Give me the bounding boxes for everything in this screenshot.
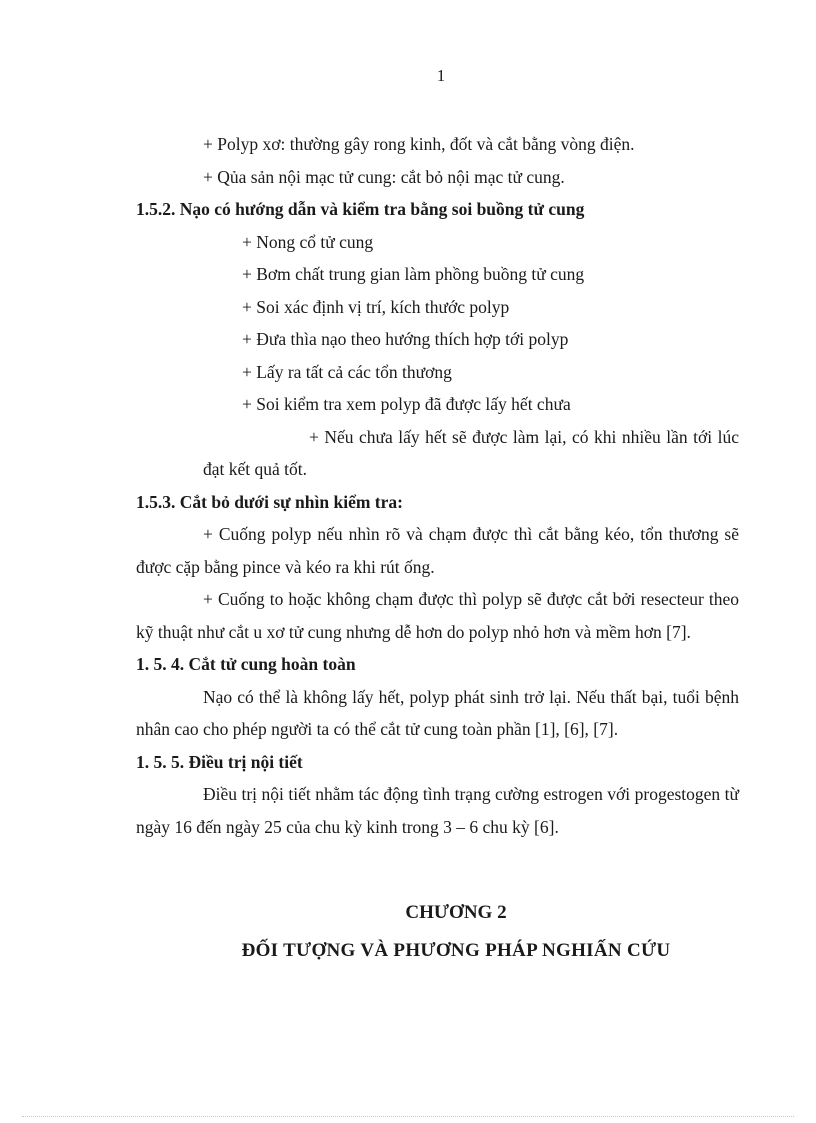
paragraph-endocrine-therapy: Điều trị nội tiết nhằm tác động tình trạng cường estrogen với progestogen từ ngày 16 đến ngày 25 của chu kỳ kinh trong 3 – 6 chu kỳ [6]. <box>136 784 739 837</box>
step-locate-polyp: + Soi xác định vị trí, kích thước polyp <box>242 296 510 317</box>
bullet-endometrial-hyperplasia: + Qủa sản nội mạc tử cung: cắt bỏ nội mạc tử cung. <box>203 166 565 187</box>
chapter-title: ĐỐI TƯỢNG VÀ PHƯƠNG PHÁP NGHIẤN CỨU <box>241 940 671 961</box>
bullet-fibrous-polyp: + Polyp xơ: thường gây rong kinh, đốt và cắt bằng vòng điện. <box>203 134 635 154</box>
step-repeat: + Nếu chưa lấy hết sẽ được làm lại, có khi nhiều lần tới lúc đạt kết quả tốt. <box>203 426 739 479</box>
paragraph-visible-stalk: + Cuống polyp nếu nhìn rõ và chạm được thì cắt bằng kéo, tổn thương sẽ được cặp bằng pince và kéo ra khi rút ống. <box>136 524 739 577</box>
chapter-number: CHƯƠNG 2 <box>405 902 507 923</box>
step-check-removal: + Soi kiểm tra xem polyp đã được lấy hết chưa <box>242 394 571 414</box>
page-bottom-divider <box>22 1116 794 1117</box>
paragraph-hysterectomy: Nạo có thể là không lấy hết, polyp phát sinh trở lại. Nếu thất bại, tuổi bệnh nhân cao cho phép người ta có thể cắt tử cung toàn phần [1], [6], [7]. <box>136 686 739 739</box>
section-heading-1-5-4: 1. 5. 4. Cắt tử cung hoàn toàn <box>136 654 356 674</box>
step-inflate-cavity: + Bơm chất trung gian làm phồng buồng tử cung <box>242 264 585 284</box>
step-remove-lesions: + Lấy ra tất cả các tổn thương <box>242 361 452 382</box>
section-heading-1-5-3: 1.5.3. Cắt bỏ dưới sự nhìn kiểm tra: <box>136 491 403 512</box>
section-heading-1-5-5: 1. 5. 5. Điều trị nội tiết <box>136 751 303 772</box>
document-body <box>136 128 739 843</box>
step-cervical-dilation: + Nong cổ tử cung <box>242 231 374 252</box>
step-insert-curette: + Đưa thìa nạo theo hướng thích hợp tới polyp <box>242 329 569 349</box>
paragraph-large-stalk: + Cuống to hoặc không chạm được thì polyp sẽ được cắt bởi resecteur theo kỹ thuật như cắt u xơ tử cung nhưng dễ hơn do polyp nhỏ hơn và mềm hơn [7]. <box>136 589 739 642</box>
section-heading-1-5-2: 1.5.2. Nạo có hướng dẫn và kiểm tra bằng soi buồng tử cung <box>136 199 585 219</box>
page-number: 1 <box>436 66 446 85</box>
